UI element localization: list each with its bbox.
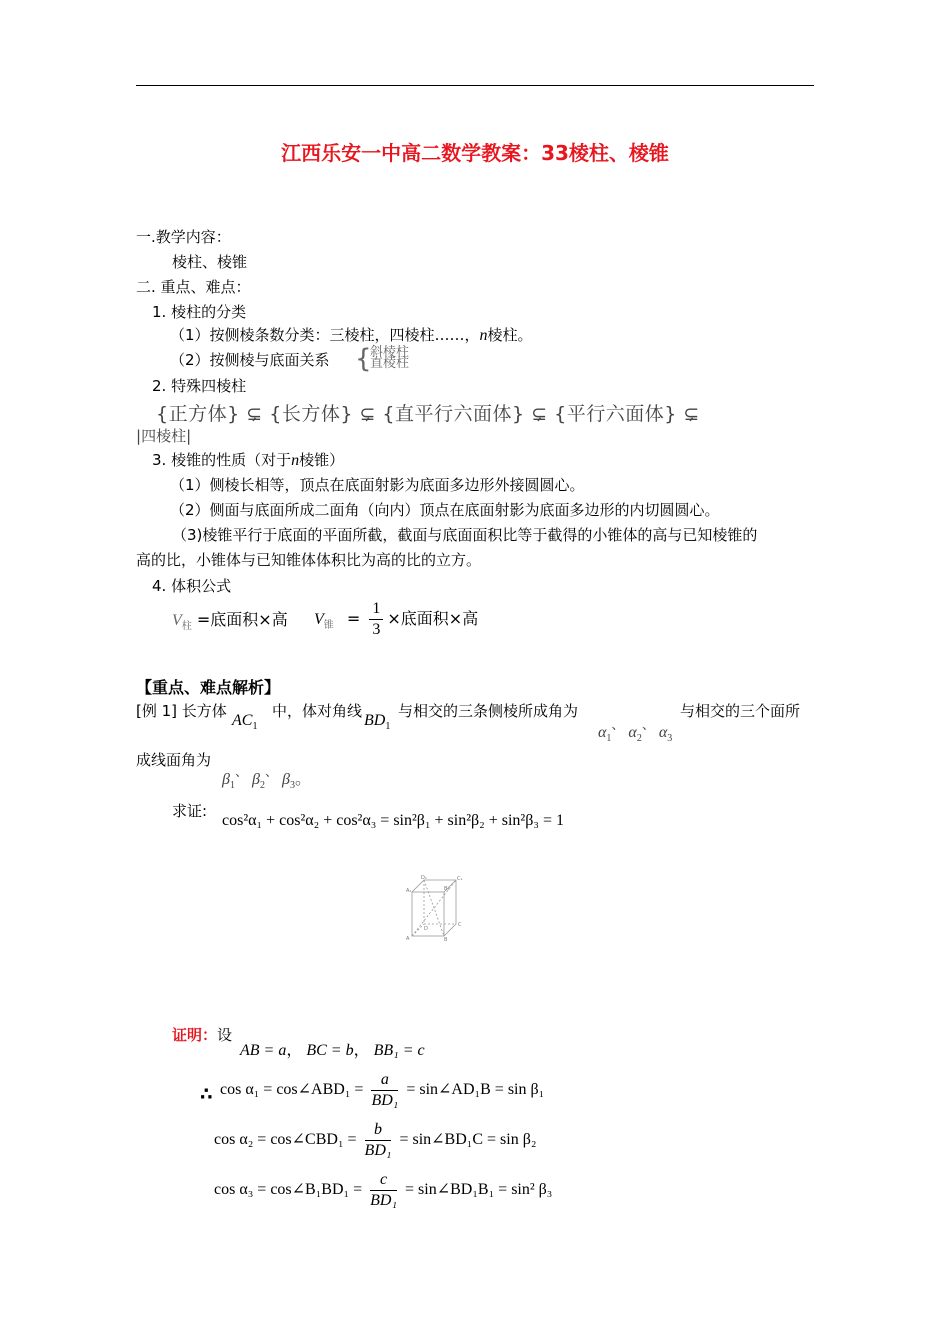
set-quadrangular-prism: 四棱柱 (141, 427, 187, 445)
figure-label: C₁ (457, 876, 463, 882)
def-bb1: BB₁ = c (373, 1042, 425, 1059)
item-pyramid-properties (152, 450, 344, 471)
angles-beta: $\beta_1^、$ $\beta_2^、$ $\beta_3$。 (222, 764, 311, 791)
cuboid-figure (404, 874, 464, 942)
item-special-quadrangular-prism: 2. 特殊四棱柱 (152, 377, 247, 395)
fraction-one-third (369, 599, 383, 640)
pyramid-property-2: （2）侧面与底面所成二面角（向内）顶点在底面射影为底面多边形的内切圆圆心。 (170, 501, 720, 519)
item-volume-formula: 4. 体积公式 (152, 577, 232, 595)
pyramid-property-3-line1: （3)棱锥平行于底面的平面所截，截面与底面面积比等于截得的小锥体的高与已知棱锥的 (172, 526, 758, 544)
example-1-text-e: 成线面角为 (136, 751, 212, 769)
segment-ac1: $AC_1$ (232, 712, 258, 732)
left-brace: { (355, 344, 372, 374)
example-1-text-c: 与相交的三条侧棱所成角为 (398, 702, 579, 720)
section-heading-keypoints: 二. 重点、难点： (136, 278, 251, 296)
item-classify-by-base: （2）按侧棱与底面关系 (170, 351, 330, 369)
figure-label: D₁ (421, 875, 427, 881)
example-1-text-d: 与相交的三个面所 (680, 702, 801, 720)
volume-v: V (172, 612, 182, 629)
proof-line-set (172, 1025, 232, 1045)
brace-content (370, 347, 409, 369)
analysis-heading: 【重点、难点解析】 (136, 678, 281, 697)
def-ab: AB = a (240, 1042, 287, 1059)
volume-formula-prism (172, 607, 288, 632)
fraction-denominator: 3 (372, 621, 381, 638)
proof-label: 证明： (172, 1026, 218, 1044)
identity-equation: cos²α₁ + cos²α₂ + cos²α₃ = sin²β₁ + sin²β₂ + sin²β₃ = 1 (222, 812, 564, 829)
volume-v: V (314, 611, 324, 628)
example-1-prefix: [例 1] 长方体 (136, 702, 227, 720)
set-right-parallelepiped: 直平行六面体 (395, 403, 513, 425)
proof-line-2: cos α₂ = cos∠CBD₁ = $\frac{b}{\text{BD₁}}$ = sin∠BD₁C = sin β₂ (214, 1121, 537, 1159)
n-variable: n (291, 452, 300, 469)
pyramid-property-3-line2: 高的比，小锥体与已知锥体体积比为高的比的立方。 (136, 551, 482, 569)
proof-fraction: $\frac{c}{\text{BD₁}}$ (370, 1171, 398, 1209)
pyramid-property-1: （1）侧棱长相等，顶点在底面射影为底面多边形外接圆圆心。 (170, 476, 585, 494)
item-prism-classification: 1. 棱柱的分类 (152, 303, 247, 321)
proof-line-3: cos α₃ = cos∠B₁BD₁ = $\frac{c}{\text{BD₁}}$ = sin∠BD₁B₁ = sin² β₃ (214, 1171, 553, 1209)
volume-prism-rhs: =底面积×高 (196, 610, 288, 629)
section-content-text: 棱柱、棱锥 (172, 253, 248, 271)
set-cube: 正方体 (168, 403, 228, 425)
volume-formula-pyramid: $V_锥$ = $\frac{1}{3}$ ×底面积×高 (314, 600, 479, 638)
volume-pyramid-rhs: ×底面积×高 (387, 609, 479, 628)
fraction-numerator: 1 (369, 599, 383, 620)
example-1-text-b: 中，体对角线 (272, 702, 363, 720)
proof-definitions: AB = a， BC = b， BB₁ = c (240, 1042, 425, 1059)
subset-symbol: ⊊ (683, 403, 700, 425)
subset-symbol: ⊊ (359, 403, 376, 425)
subset-symbol: ⊊ (246, 403, 263, 425)
item-classify-by-edges (170, 325, 533, 346)
section-heading-content: 一.教学内容： (136, 228, 231, 246)
proof-set: 设 (217, 1026, 233, 1044)
figure-label: D (424, 926, 428, 932)
proof-fraction: $\frac{a}{\text{BD₁}}$ (371, 1071, 399, 1109)
set-parallelepiped: 平行六面体 (566, 403, 665, 425)
proof-line-1: cos α₁ = cos∠ABD₁ = $\frac{a}{\text{BD₁}}$ = sin∠AD₁B = sin β₁ (220, 1071, 545, 1109)
special-prism-chain: {正方体} ⊊ {长方体} ⊊ {直平行六面体} ⊊ {平行六面体} ⊊ (156, 403, 700, 425)
page-title: 江西乐安一中高二数学教案：33棱柱、棱锥 (281, 141, 669, 165)
set-cuboid: 长方体 (281, 403, 341, 425)
top-rule (136, 85, 814, 86)
pyramid-properties-text: 3. 棱锥的性质（对于 (152, 451, 292, 469)
classify-by-edges-text: （1）按侧棱条数分类：三棱柱，四棱柱……， (170, 326, 480, 344)
figure-label: B (444, 937, 448, 942)
subset-symbol: ⊊ (531, 403, 548, 425)
pyramid-properties-suffix: 棱锥） (299, 451, 345, 469)
volume-sub-prism: 柱 (181, 621, 192, 632)
figure-label: A (406, 936, 410, 942)
volume-sub-pyramid: 锥 (323, 620, 334, 631)
n-variable: n (479, 327, 488, 344)
figure-label: C (458, 922, 462, 928)
angles-alpha: $\alpha_1^、$ $\alpha_2^、$ $\alpha_3$ (598, 717, 673, 744)
def-bc: BC = b (306, 1042, 354, 1059)
set-quadrangular-prism-wrap: |四棱柱| (136, 427, 192, 445)
classify-by-edges-suffix: 棱柱。 (487, 326, 533, 344)
figure-label: A₁ (406, 888, 412, 894)
proof-fraction: $\frac{b}{\text{BD₁}}$ (364, 1121, 392, 1159)
oblique-prism-label: 斜棱柱 (370, 345, 410, 360)
segment-bd1: $BD_1$ (364, 712, 391, 732)
right-prism-label: 直棱柱 (370, 356, 410, 371)
prove-label: 求证: (172, 802, 208, 820)
figure-label: B₁ (444, 886, 450, 892)
example-1-line1 (136, 701, 227, 721)
therefore-symbol: ∴ (200, 1084, 213, 1105)
